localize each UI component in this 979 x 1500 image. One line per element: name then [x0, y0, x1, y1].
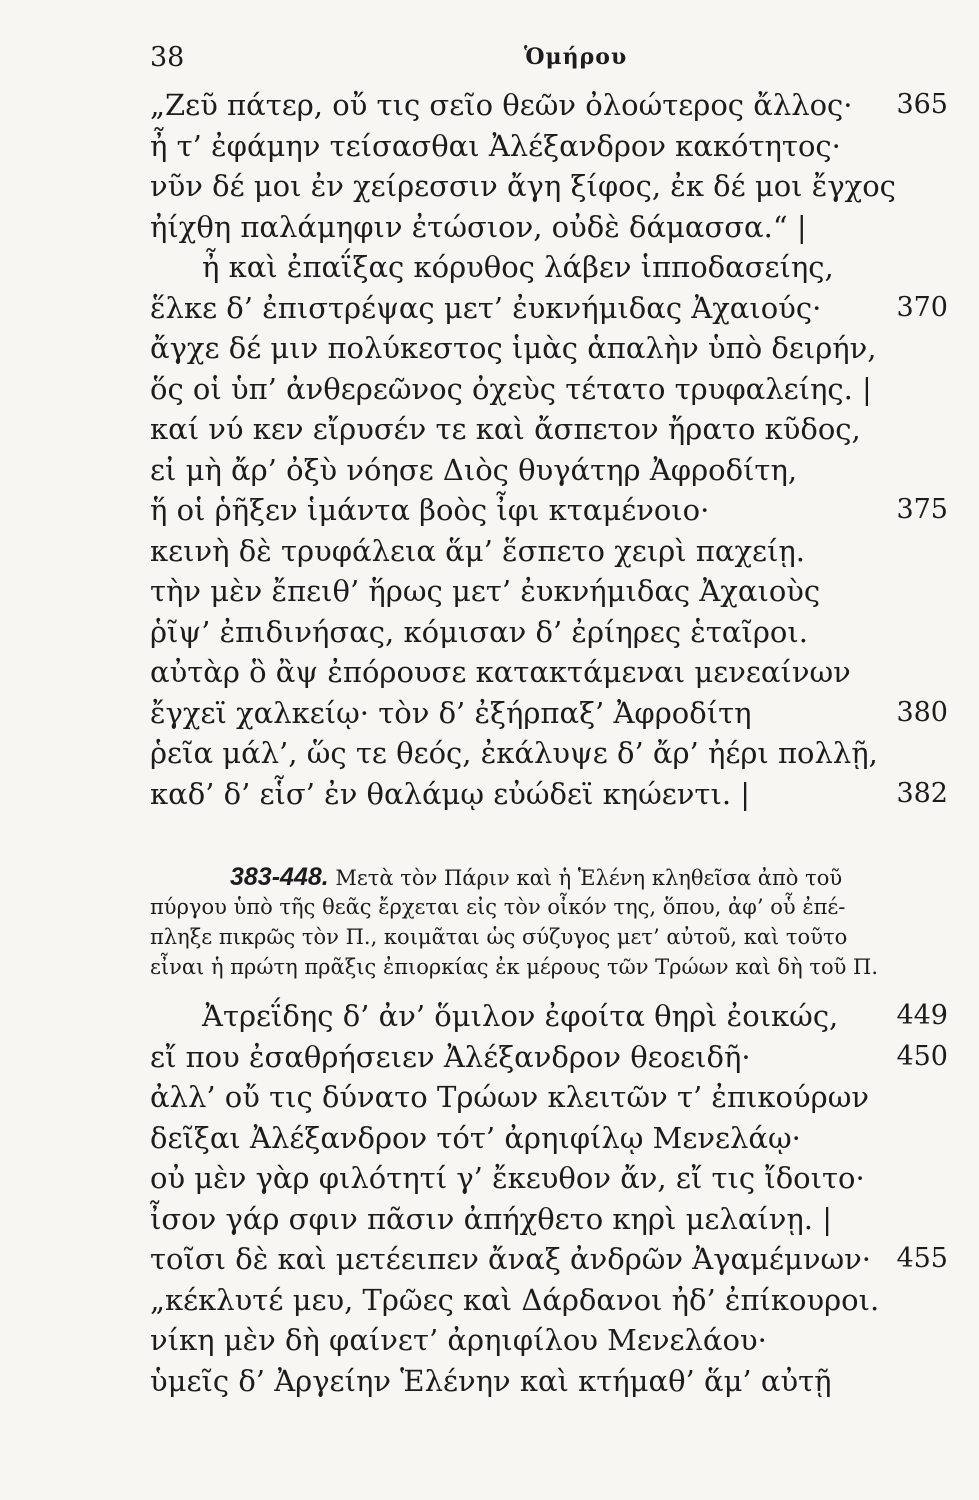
summary-line: πύργου ὑπὸ τῆς θεᾶς ἔρχεται εἰς τὸν οἶκόν της, ὅπου, ἀφ’ οὗ ἐπέ- [150, 895, 846, 919]
verse-text: ὑμεῖς δ’ Ἀργείην Ἑλένην καὶ κτήμαθ’ ἅμ’ αὐτῇ [150, 1363, 832, 1398]
verse-line [150, 1280, 970, 1321]
verse-text: ἀλλ’ οὔ τις δύνατο Τρώων κλειτῶν τ’ ἐπικούρων [150, 1080, 869, 1114]
line-number: 365 [896, 89, 948, 120]
line-number: 449 [896, 1000, 948, 1031]
verse-text: ὅς οἱ ὑπ’ ἀνθερεῶνος ὀχεὺς τέτατο τρυφαλείης. | [150, 371, 872, 406]
verse-line [150, 288, 970, 329]
summary-range: 383-448. [230, 863, 329, 891]
verse-text: ἕλκε δ’ ἐπιστρέψας μετ’ ἐυκνήμιδας Ἀχαιούς· [150, 290, 822, 325]
verse-text: ἥ οἱ ῥῆξεν ἱμάντα βοὸς ἶφι κταμένοιο· [150, 493, 710, 527]
verse-text: ἶσον γάρ σφιν πᾶσιν ἀπήχθετο κηρὶ μελαίνῃ. | [150, 1201, 832, 1236]
verse-text: ἠίχθη παλάμηφιν ἐτώσιον, οὐδὲ δάμασσα.“ | [150, 209, 807, 244]
verse-line [150, 247, 970, 288]
verse-text: καί νύ κεν εἴρυσέν τε καὶ ἄσπετον ἤρατο κῦδος, [150, 412, 861, 446]
verse-line [150, 571, 970, 612]
verse-line [150, 450, 970, 491]
verse-line [150, 1077, 970, 1118]
verse-line [150, 652, 970, 693]
verse-text: νίκη μὲν δὴ φαίνετ’ ἀρηιφίλου Μενελάου· [150, 1323, 767, 1357]
verse-line [150, 369, 970, 410]
verse-text: „κέκλυτέ μευ, Τρῶες καὶ Δάρδανοι ἠδ’ ἐπίκουροι. [150, 1282, 880, 1317]
verse-text: καδ’ δ’ εἷσ’ ἐν θαλάμῳ εὐώδεϊ κηώεντι. | [150, 776, 751, 811]
summary-line: εἶναι ἡ πρώτη πρᾶξις ἐπιορκίας ἐκ μέρους τῶν Τρώων καὶ δὴ τοῦ Π. [150, 955, 879, 979]
verse-block-1 [150, 85, 970, 814]
verse-text: ἦ καὶ ἐπαΐξας κόρυθος λάβεν ἱπποδασείης, [202, 250, 834, 284]
verse-line [150, 1037, 970, 1078]
summary-line [150, 862, 972, 892]
verse-line [150, 1239, 970, 1280]
verse-line [150, 693, 970, 734]
verse-text: εἰ μὴ ἄρ’ ὀξὺ νόησε Διὸς θυγάτηρ Ἀφροδίτη, [150, 452, 798, 487]
verse-line [150, 1361, 970, 1402]
line-number: 370 [896, 291, 948, 323]
verse-text: οὐ μὲν γὰρ φιλότητί γ’ ἔκευθον ἄν, εἴ τις ἴδοιτο· [150, 1161, 865, 1195]
running-head: Ὁμήρου [524, 44, 628, 70]
verse-text: ἄγχε δέ μιν πολύκεστος ἱμὰς ἁπαλὴν ὑπὸ δειρήν, [150, 331, 877, 365]
verse-line [150, 166, 970, 207]
verse-text: ῥεῖα μάλ’, ὥς τε θεός, ἐκάλυψε δ’ ἄρ’ ἠέρι πολλῇ, [150, 736, 878, 770]
verse-line [150, 996, 970, 1037]
summary-text: Μετὰ τὸν Πάριν καὶ ἡ Ἑλένη κληθεῖσα ἀπὸ τοῦ [335, 866, 843, 890]
verse-line [150, 1118, 970, 1159]
verse-text: Ἀτρεΐδης δ’ ἀν’ ὅμιλον ἐφοίτα θηρὶ ἐοικώς, [202, 999, 839, 1033]
line-number: 455 [896, 1243, 948, 1274]
verse-text: „Ζεῦ πάτερ, οὔ τις σεῖο θεῶν ὀλοώτερος ἄλλος· [150, 88, 853, 122]
verse-line [150, 612, 970, 653]
verse-line [150, 1320, 970, 1361]
verse-text: εἴ που ἐσαθρήσειεν Ἀλέξανδρον θεοειδῆ· [150, 1039, 751, 1074]
verse-line [150, 1199, 970, 1240]
line-number: 380 [896, 696, 948, 728]
verse-block-2 [150, 996, 970, 1401]
verse-text: νῦν δέ μοι ἐν χείρεσσιν ἄγη ξίφος, ἐκ δέ μοι ἔγχος [150, 169, 896, 203]
verse-line [150, 409, 970, 450]
verse-line [150, 774, 970, 815]
line-number: 450 [896, 1040, 948, 1072]
verse-line [150, 531, 970, 572]
verse-text: τοῖσι δὲ καὶ μετέειπεν ἄναξ ἀνδρῶν Ἀγαμέμνων· [150, 1242, 871, 1276]
verse-line [150, 328, 970, 369]
verse-line [150, 1158, 970, 1199]
line-number: 382 [896, 777, 948, 809]
verse-text: αὐτὰρ ὃ ἂψ ἐπόρουσε κατακτάμεναι μενεαίνων [150, 655, 851, 689]
verse-text: ἦ τ’ ἐφάμην τείσασθαι Ἀλέξανδρον κακότητος· [150, 128, 841, 163]
summary-line: πληξε πικρῶς τὸν Π., κοιμᾶται ὡς σύζυγος μετ’ αὐτοῦ, καὶ τοῦτο [150, 925, 848, 949]
verse-text: κεινὴ δὲ τρυφάλεια ἅμ’ ἕσπετο χειρὶ παχείῃ. [150, 533, 806, 568]
verse-line [150, 207, 970, 248]
line-number: 375 [896, 494, 948, 525]
verse-line [150, 85, 970, 126]
verse-text: ῥῖψ’ ἐπιδινήσας, κόμισαν δ’ ἐρίηρες ἑταῖροι. [150, 614, 808, 649]
verse-line [150, 733, 970, 774]
verse-text: δεῖξαι Ἀλέξανδρον τότ’ ἀρηιφίλῳ Μενελάῳ· [150, 1120, 801, 1155]
verse-line [150, 126, 970, 167]
verse-text: ἔγχεϊ χαλκείῳ· τὸν δ’ ἐξήρπαξ’ Ἀφροδίτη [150, 695, 752, 730]
verse-line [150, 490, 970, 531]
verse-text: τὴν μὲν ἔπειθ’ ἥρως μετ’ ἐυκνήμιδας Ἀχαιοὺς [150, 574, 821, 608]
page-number: 38 [150, 42, 185, 73]
page-header [150, 42, 950, 82]
summary-paragraph [150, 862, 972, 982]
